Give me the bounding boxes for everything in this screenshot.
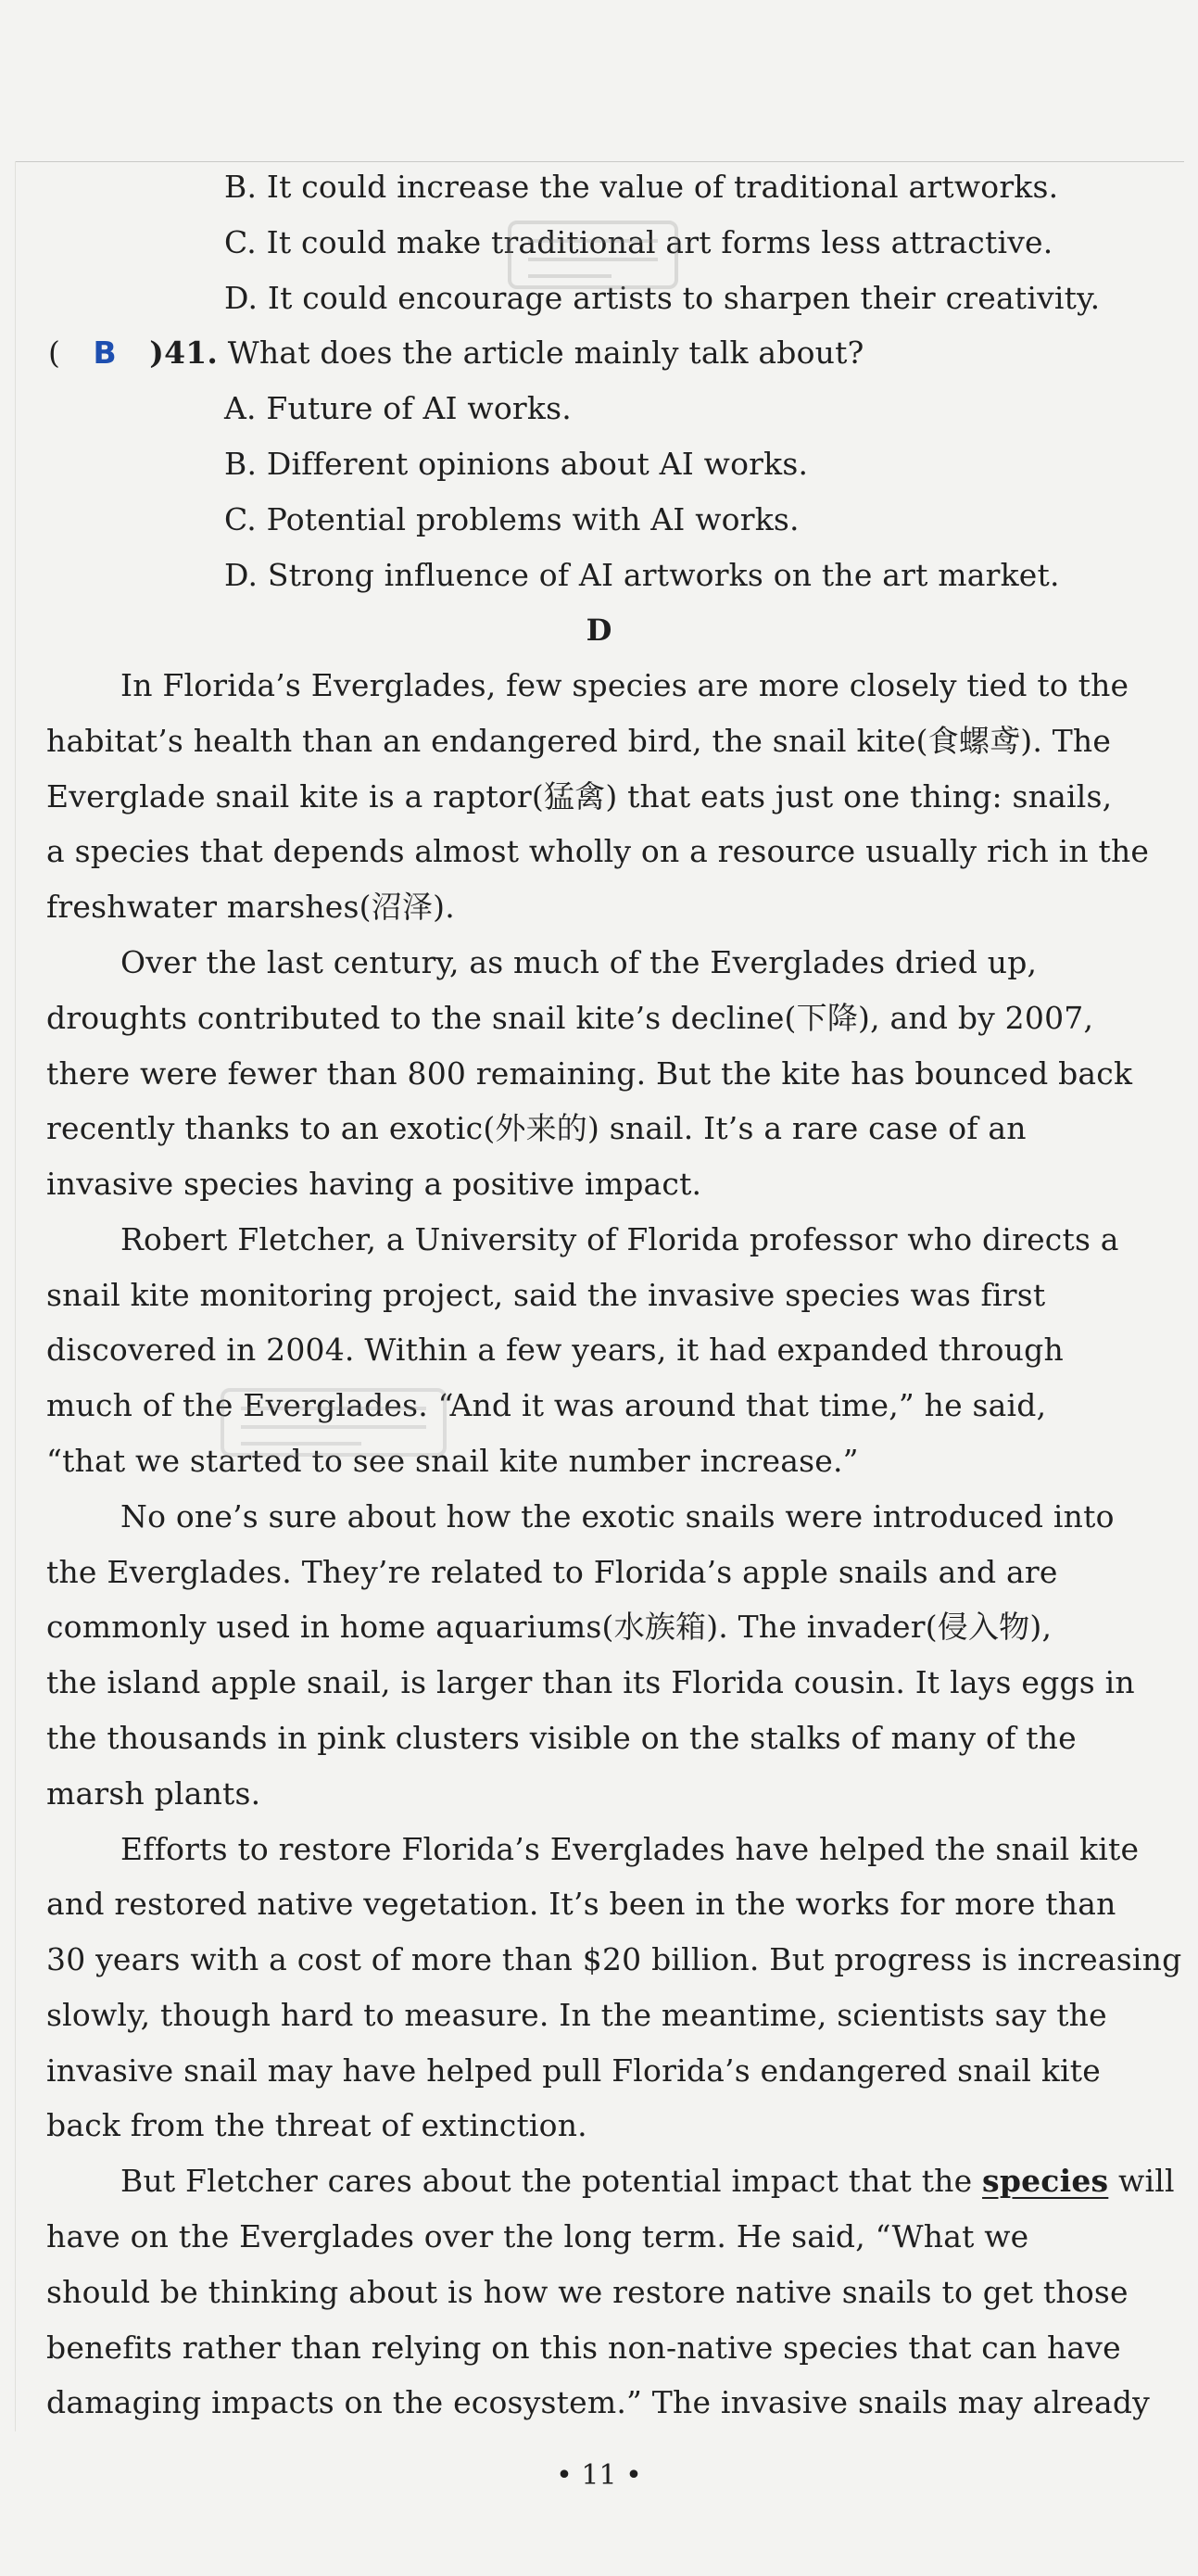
q41-answer: B — [93, 335, 117, 371]
top-rule — [15, 161, 1184, 162]
p4-line-4: the island apple snail, is larger than its Florida cousin. It lays eggs in — [46, 1664, 1135, 1700]
p1-line-5: freshwater marshes(沼泽). — [46, 889, 455, 925]
answer-open-paren: ( — [48, 335, 61, 371]
q41-option-c: C. Potential problems with AI works. — [224, 501, 800, 537]
p3-line-4: much of the Everglades. “And it was around that time,” he said, — [46, 1387, 1047, 1423]
section-title: D — [586, 612, 612, 648]
p2-line-4: recently thanks to an exotic(外来的) snail. It’s a rare case of an — [46, 1110, 1027, 1146]
q40-option-d: D. It could encourage artists to sharpen their creativity. — [224, 280, 1101, 316]
p2-line-3: there were fewer than 800 remaining. But the kite has bounced back — [46, 1055, 1133, 1092]
p1-line-3: Everglade snail kite is a raptor(猛禽) that eats just one thing: snails, — [46, 778, 1113, 814]
p5-line-2: and restored native vegetation. It’s been in the works for more than — [46, 1886, 1116, 1922]
p6-line-1-after: will — [1108, 2163, 1175, 2199]
p4-line-1: No one’s sure about how the exotic snails were introduced into — [120, 1498, 1115, 1534]
q41-option-d: D. Strong influence of AI artworks on the art market. — [224, 557, 1060, 593]
p5-line-5: invasive snail may have helped pull Florida’s endangered snail kite — [46, 2052, 1101, 2089]
p2-line-2: droughts contributed to the snail kite’s decline(下降), and by 2007, — [46, 1000, 1094, 1036]
q40-option-b: B. It could increase the value of traditional artworks. — [224, 169, 1059, 205]
p2-line-1: Over the last century, as much of the Everglades dried up, — [120, 944, 1038, 980]
watermark-icon — [500, 213, 686, 297]
p3-line-5: “that we started to see snail kite number increase.” — [46, 1443, 859, 1479]
p6-line-1-before: But Fletcher cares about the potential impact that the — [120, 2163, 983, 2199]
underlined-word-species: species — [982, 2163, 1109, 2199]
p6-line-5: damaging impacts on the ecosystem.” The invasive snails may already — [46, 2384, 1151, 2420]
p6-line-2: have on the Everglades over the long term. He said, “What we — [46, 2218, 1029, 2254]
q41-question: What does the article mainly talk about? — [218, 335, 864, 371]
p6-line-1 — [120, 2163, 1175, 2200]
watermark-mark-top — [500, 213, 686, 310]
p1-line-2: habitat’s health than an endangered bird, the snail kite(食螺鸢). The — [46, 723, 1112, 759]
p5-line-6: back from the threat of extinction. — [46, 2107, 587, 2143]
p2-line-5: invasive species having a positive impact. — [46, 1166, 702, 1202]
q41-option-a: A. Future of AI works. — [224, 390, 572, 426]
p3-line-3: discovered in 2004. Within a few years, it had expanded through — [46, 1332, 1064, 1368]
p3-line-1: Robert Fletcher, a University of Florida professor who directs a — [120, 1221, 1119, 1257]
page-number: • 11 • — [556, 2459, 642, 2492]
p4-line-2: the Everglades. They’re related to Florida’s apple snails and are — [46, 1554, 1058, 1590]
p6-line-4: benefits rather than relying on this non-native species that can have — [46, 2330, 1121, 2366]
p4-line-5: the thousands in pink clusters visible on the stalks of many of the — [46, 1720, 1077, 1756]
watermark-mark-middle — [213, 1381, 454, 1478]
p1-line-4: a species that depends almost wholly on a resource usually rich in the — [46, 833, 1150, 869]
p5-line-3: 30 years with a cost of more than $20 billion. But progress is increasing — [46, 1941, 1182, 1977]
p6-line-3: should be thinking about is how we restore native snails to get those — [46, 2274, 1129, 2310]
p3-line-2: snail kite monitoring project, said the invasive species was first — [46, 1277, 1046, 1313]
p4-line-6: marsh plants. — [46, 1775, 261, 1812]
p4-line-3: commonly used in home aquariums(水族箱). The invader(侵入物), — [46, 1609, 1053, 1645]
margin-line — [15, 161, 16, 2431]
p1-line-1: In Florida’s Everglades, few species are more closely tied to the — [120, 667, 1129, 703]
q40-option-c: C. It could make traditional art forms less attractive. — [224, 224, 1053, 260]
p5-line-4: slowly, though hard to measure. In the meantime, scientists say the — [46, 1997, 1107, 2033]
q41-option-b: B. Different opinions about AI works. — [224, 446, 809, 482]
p5-line-1: Efforts to restore Florida’s Everglades have helped the snail kite — [120, 1831, 1140, 1867]
q41-number: )41. — [149, 335, 219, 371]
q41-stem — [48, 335, 864, 372]
watermark-icon — [213, 1381, 454, 1464]
